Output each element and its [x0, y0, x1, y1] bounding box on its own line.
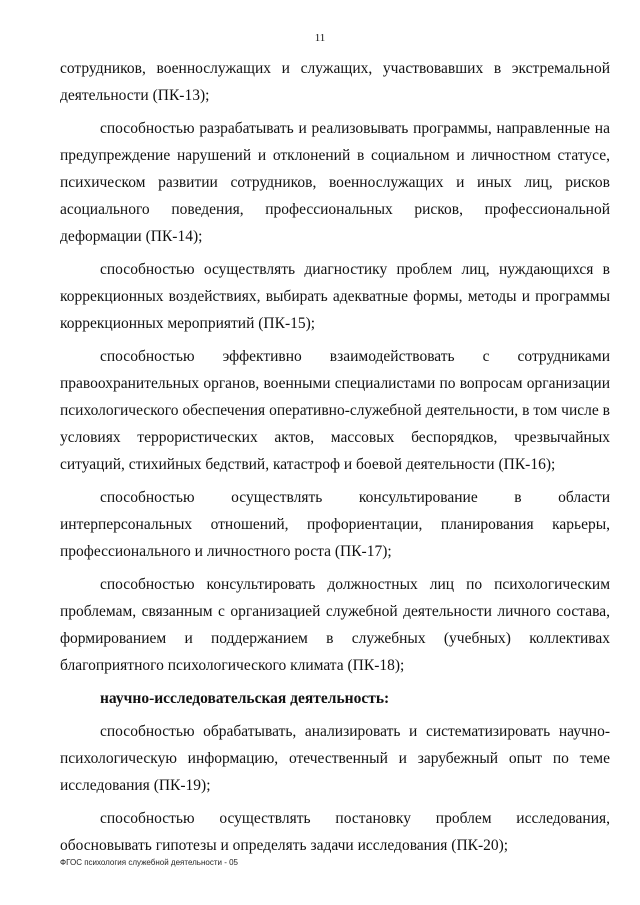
page-footer: ФГОС психология служебной деятельности - 05 [60, 858, 238, 867]
page-number: 11 [314, 32, 326, 44]
paragraph-pk-17: способностью осуществлять консультирование в области интерперсональных отношений, профориентации, планирования карьеры, профессионального и личностного роста (ПК-17); [60, 489, 610, 560]
section-heading-research: научно-исследовательская деятельность: [100, 690, 390, 707]
paragraph-pk-15: способностью осуществлять диагностику проблем лиц, нуждающихся в коррекционных воздействиях, выбирать адекватные формы, методы и программы коррекционных мероприятий (ПК-15); [60, 261, 610, 332]
paragraph-pk-20: способностью осуществлять постановку проблем исследования, обосновывать гипотезы и определять задачи исследования (ПК-20); [60, 810, 610, 854]
paragraph-pk-19: способностью обрабатывать, анализировать и систематизировать научно-психологическую информацию, отечественный и зарубежный опыт по теме исследования (ПК-19); [60, 723, 610, 794]
paragraph-pk-13: сотрудников, военнослужащих и служащих, участвовавших в экстремальной деятельности (ПК-13); [60, 60, 610, 104]
paragraph-pk-18: способностью консультировать должностных лиц по психологическим проблемам, связанным с организацией служебной деятельности личного состава, формированием и поддержанием в служебных (учебных) коллективах благоприятного психологического климата (ПК-18); [60, 576, 610, 674]
paragraph-pk-16: способностью эффективно взаимодействовать с сотрудниками правоохранительных органов, военными специалистами по вопросам организации психологического обеспечения оперативно-служебной деятельности, в том числе в условиях террористических актов, массовых беспорядков, чрезвычайных ситуаций, стихийных бедствий, катастроф и боевой деятельности (ПК-16); [60, 348, 610, 473]
document-body [60, 55, 610, 865]
paragraph-pk-14: способностью разрабатывать и реализовывать программы, направленные на предупреждение нарушений и отклонений в социальном и личностном статусе, психическом развитии сотрудников, военнослужащих и иных лиц, рисков асоциального поведения, профессиональных рисков, профессиональной деформации (ПК-14); [60, 120, 610, 245]
